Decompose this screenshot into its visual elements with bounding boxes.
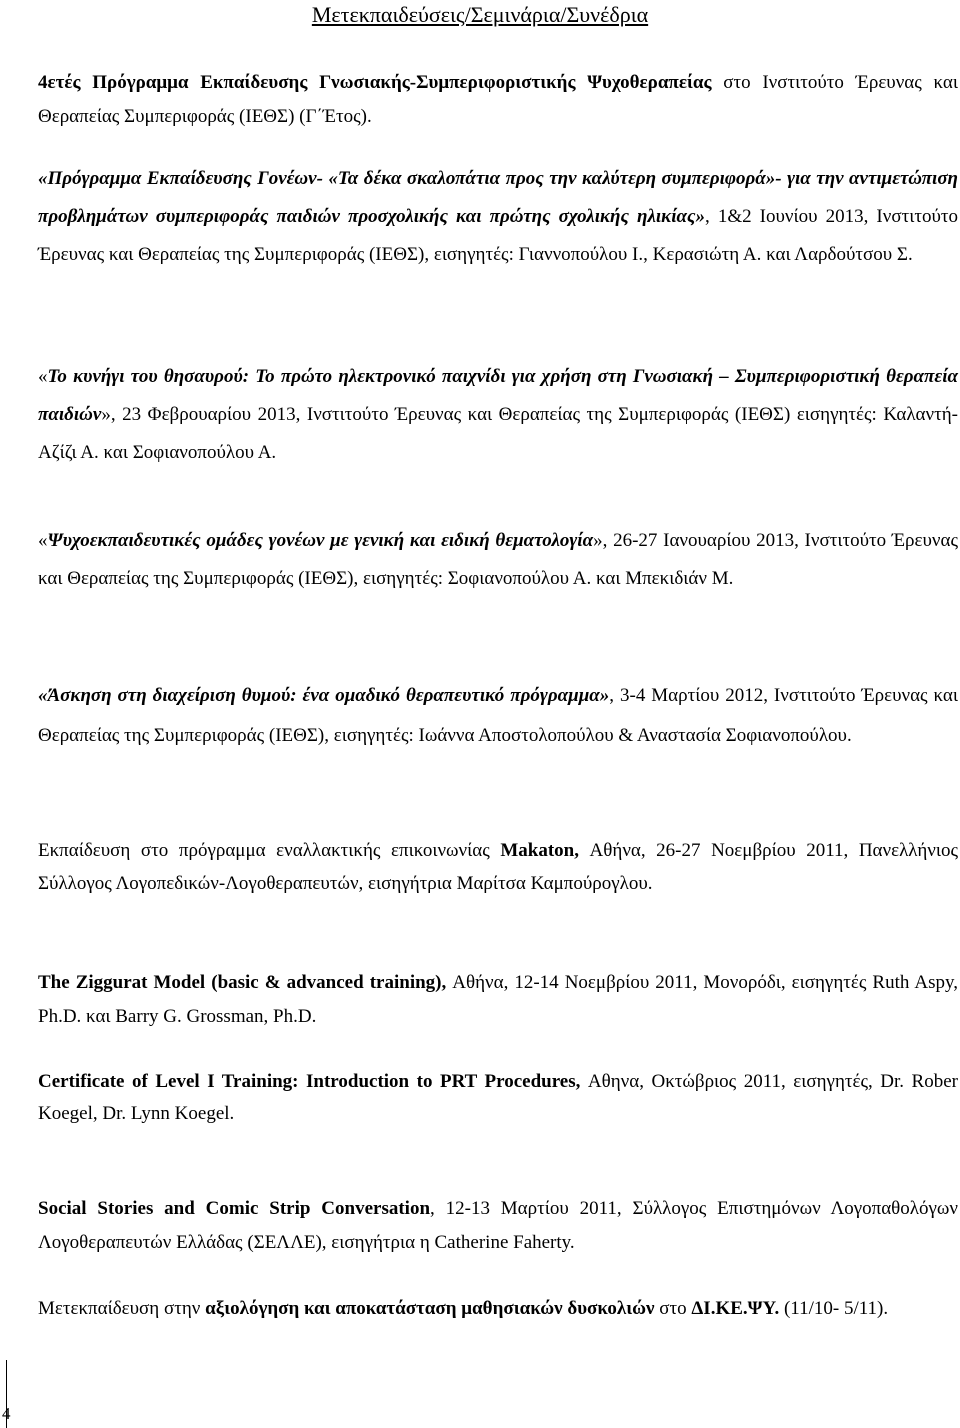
text-run: », 26-27 Ιανουαρίου 2013, Ινστιτούτο Έρευνας και Θεραπείας της Συμπεριφοράς (ΙΕΘΣ), εισηγητές: Σοφιανοπούλου Α. και Μπεκιδιάν Μ. <box>38 530 958 589</box>
text-run: « <box>38 530 48 551</box>
item-text <box>38 1192 958 1260</box>
item-text <box>38 834 958 900</box>
text-run: Αθηνα, Οκτώβριος 2011, εισηγητές, Dr. Rober Koegel, Dr. Lynn Koegel. <box>38 1071 958 1124</box>
list-item-10 <box>38 1292 958 1326</box>
text-run: στο <box>654 1298 692 1319</box>
list-item-1 <box>38 66 958 134</box>
text-run: Αθήνα, 12-14 Νοεμβρίου 2011, Μονορόδι, εισηγητές Ruth Aspy, Ph.D. και Barry G. Grossman, Ph.D. <box>38 972 958 1027</box>
text-run: «Πρόγραμμα Εκπαίδευσης Γονέων- «Τα δέκα σκαλοπάτια προς την καλύτερη συμπεριφορά»- για την αντιμετώπιση προβλημάτων συμπεριφοράς παιδιών προσχολικής και πρώτης σχολικής ηλικίας» <box>38 168 958 227</box>
item-text <box>38 966 958 1034</box>
item-text <box>38 66 958 134</box>
list-item-7 <box>38 966 958 1034</box>
list-item-6 <box>38 834 958 900</box>
list-item-2 <box>38 160 958 274</box>
text-run: Ψυχοεκπαιδευτικές ομάδες γονέων με γενική και ειδική θεματολογία <box>47 530 594 551</box>
text-run: Social Stories and Comic Strip Conversation <box>38 1198 431 1219</box>
text-run: αξιολόγηση και αποκατάσταση μαθησιακών δυσκολιών <box>205 1298 655 1319</box>
text-run: ΔΙ.ΚΕ.ΨΥ. <box>691 1298 780 1319</box>
list-item-5 <box>38 676 958 756</box>
text-run: Το κυνήγι του θησαυρού: Το πρώτο ηλεκτρονικό παιχνίδι για χρήση στη Γνωσιακή – Συμπεριφοριστική θεραπεία παιδιών <box>38 366 958 425</box>
page-number: 4 <box>2 1404 11 1423</box>
item-text <box>38 1066 958 1130</box>
text-run: 4ετές Πρόγραμμα Εκπαίδευσης Γνωσιακής-Συμπεριφοριστικής Ψυχοθεραπείας <box>38 72 712 93</box>
list-item-3 <box>38 358 958 472</box>
text-run: Makaton, <box>500 840 579 861</box>
text-run: «Άσκηση στη διαχείριση θυμού: ένα ομαδικό θεραπευτικό πρόγραμμα» <box>38 685 610 706</box>
text-run: στο Ινστιτούτο Έρευνας και Θεραπείας Συμπεριφοράς (ΙΕΘΣ) (Γ΄Έτος). <box>38 72 958 127</box>
text-run: Certificate of Level I Training: Introduction to PRT Procedures, <box>38 1071 581 1092</box>
item-text <box>38 522 958 598</box>
item-text <box>38 676 958 756</box>
item-text <box>38 1292 958 1326</box>
page-heading: Μετεκπαιδεύσεις/Σεμινάρια/Συνέδρια <box>311 2 649 27</box>
text-run: Αθήνα, 26-27 Νοεμβρίου 2011, Πανελλήνιος Σύλλογος Λογοπεδικών-Λογοθεραπευτών, εισηγήτρια Μαρίτσα Καμπούρογλου. <box>38 840 958 894</box>
text-run: , 3-4 Μαρτίου 2012, Ινστιτούτο Έρευνας και Θεραπείας της Συμπεριφοράς (ΙΕΘΣ), εισηγητές: Ιωάννα Αποστολοπούλου & Αναστασία Σοφιανοπούλου. <box>38 685 958 746</box>
item-text <box>38 160 958 274</box>
list-item-9 <box>38 1192 958 1260</box>
text-run: Εκπαίδευση στο πρόγραμμα εναλλακτικής επικοινωνίας <box>38 840 501 861</box>
text-run: The Ziggurat Model (basic & advanced training), <box>38 972 447 993</box>
text-run: « <box>38 366 48 387</box>
text-run: Μετεκπαίδευση στην <box>38 1298 206 1319</box>
list-item-4 <box>38 522 958 598</box>
list-item-8 <box>38 1066 958 1130</box>
text-run: , 12-13 Μαρτίου 2011, Σύλλογος Επιστημόνων Λογοπαθολόγων Λογοθεραπευτών Ελλάδας (ΣΕΛΛΕ), εισηγήτρια η Catherine Faherty. <box>38 1198 958 1253</box>
item-text <box>38 358 958 472</box>
text-run: », 23 Φεβρουαρίου 2013, Ινστιτούτο Έρευνας και Θεραπείας της Συμπεριφοράς (ΙΕΘΣ) εισηγητές: Καλαντή- Αζίζι Α. και Σοφιανοπούλου Α. <box>38 404 958 463</box>
text-run: (11/10- 5/11). <box>779 1298 889 1319</box>
text-run: , 1&2 Ιουνίου 2013, Ινστιτούτο Έρευνας και Θεραπείας της Συμπεριφοράς (ΙΕΘΣ), εισηγητές: Γιαννοπούλου Ι., Κερασιώτη Α. και Λαρδούτσου Σ. <box>38 206 959 265</box>
